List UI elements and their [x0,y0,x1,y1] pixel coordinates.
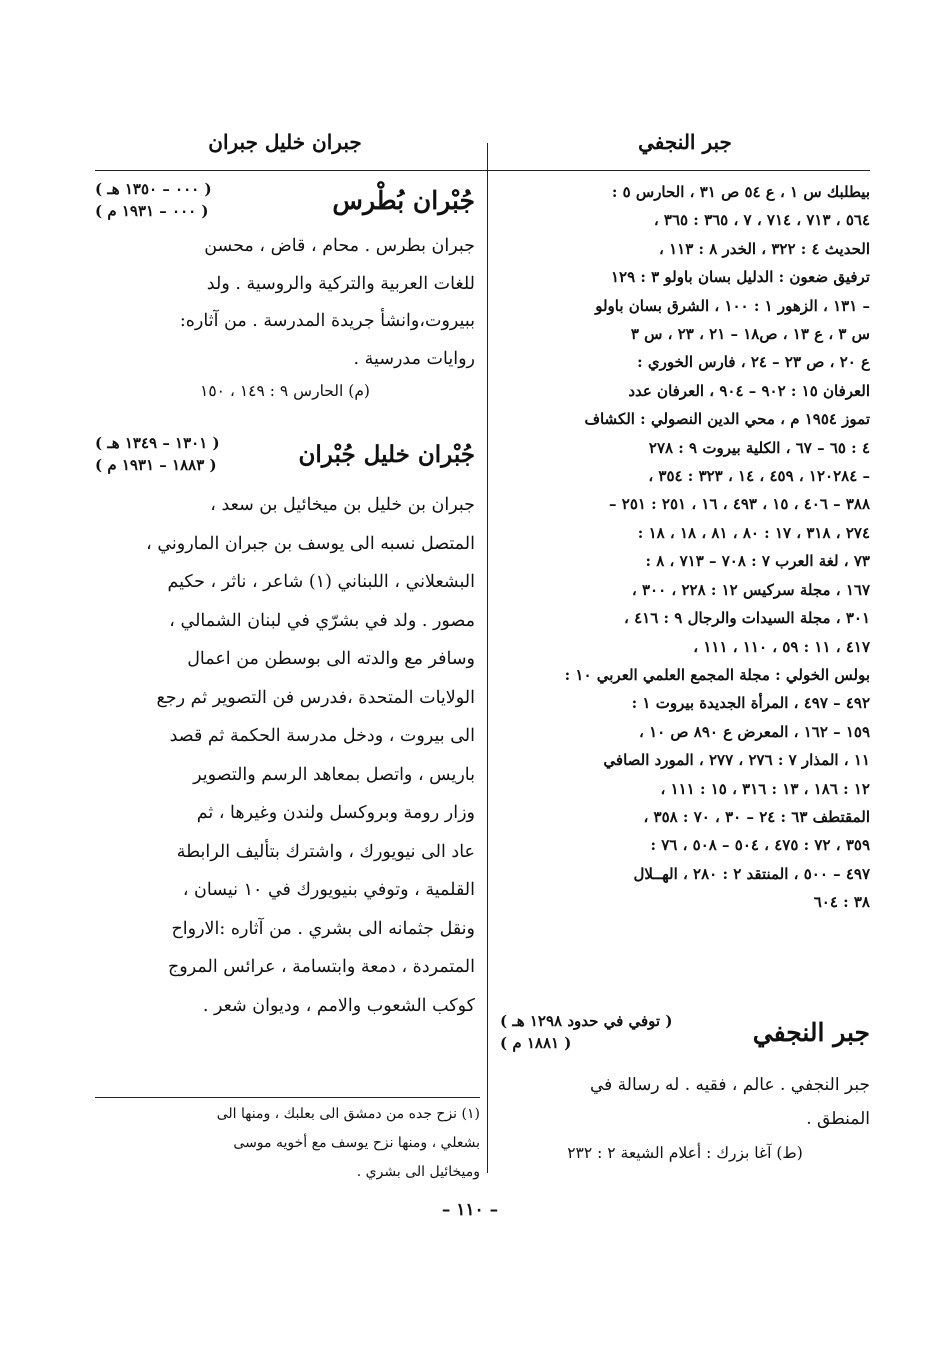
footnote-line: (١) نزح جده من دمشق الى بعلبك ، ومنها الى [216,1106,480,1122]
footnote [95,1100,480,1187]
text-line: المنطق . [806,1109,870,1129]
entry-heading [95,432,475,476]
text-line: وزار رومة وبروكسل ولندن وغيرها ، ثم [196,803,475,823]
text-line: ونقل جثمانه الى بشري . من آثاره :الارواح [171,918,475,939]
text-line: القلمية ، وتوفي بنيويورك في ١٠ نيسان ، [182,880,475,900]
reference-line: – ١٣١ ، الزهور ١ : ١٠٠ ، الشرق بسان باولو [595,296,870,315]
reference-line: ٣٨ : ٦٠٤ [813,893,870,912]
reference-line: ٤ : ٦٥ – ٦٧ ، الكلية بيروت ٩ : ٢٧٨ [648,438,870,457]
reference-line: ١٥٩ – ١٦٢ ، المعرض ع ٨٩٠ ص ١٠ ، [638,722,870,741]
entry-name: جبر النجفي [752,1017,870,1047]
reference-line: ١١ ، المذار ٧ : ٢٧٦ ، ٢٧٧ ، المورد الصافي [603,751,870,770]
header-rule [95,170,870,171]
text-line: وسافر مع والدته الى بوسطن من اعمال [187,649,475,669]
footnote-line: وميخائيل الى بشري . [356,1164,480,1180]
text-line: عاد الى نيويورك ، واشترك بتأليف الرابطة [176,841,475,862]
reference-line: ترفيق ضعون : الدليل بسان باولو ٣ : ١٢٩ [610,268,870,287]
reference-line: ع ٢٠ ، ص ٢٣ – ٢٤ ، فارس الخوري : [637,353,870,372]
running-head-left: جبران خليل جبران [208,130,362,154]
right-column-header [500,120,870,165]
reference-line: س ٣ ، ع ١٣ ، ص١٨ – ٢١ ، ٢٣ ، س ٣ [630,325,870,344]
entry-gibran-khalil-gibran [95,432,475,1025]
reference-line: ٤٩٧ – ٥٠٠ ، المنتقد ٢ : ٢٨٠ ، الهــلال [633,864,870,883]
entry-jubran-butrus [95,178,475,400]
text-line: المتمردة ، دمعة وابتسامة ، عرائس المروج [167,957,475,977]
date-gregorian: ( ١٨٨٣ – ١٩٣١ م ) [95,456,217,474]
entry-name: جُبْران خليل جُبْران [298,440,475,468]
entry-text [95,228,475,378]
entry-name: جُبْران بُطْرس [332,185,475,215]
entry-heading [95,178,475,222]
page-number: – ١١٠ – [441,1200,499,1220]
entry-text [500,1068,870,1136]
entry-text [95,486,475,1025]
footnote-rule [95,1097,480,1098]
reference-line: ٤١٧ ، ١١ : ٥٩ ، ١١٠ ، ١١١ ، [693,637,870,656]
date-hijri: ( توفي في حدود ١٢٩٨ هـ ) [500,1012,673,1030]
left-entries [95,178,475,1025]
text-line: جبران بن خليل بن ميخائيل بن سعد ، [210,495,475,515]
reference-line: ١٢ : ١٨٦ ، ١٣ : ٣١٦ ، ١٥ : ١١١ ، [660,779,870,798]
entry-dates [95,178,212,222]
text-line: المتصل نسبه الى يوسف بن جبران الماروني ، [146,533,475,554]
entry-dates [500,1010,672,1054]
continued-references [500,178,870,917]
reference-line: الحديث ٤ : ٣٢٢ ، الخدر ٨ : ١١٣ ، [659,239,870,258]
entry-jabr-najafi [500,1010,870,1162]
text-line: كوكب الشعوب والامم ، وديوان شعر . [202,995,475,1016]
text-line: الولايات المتحدة ،فدرس فن التصوير ثم رجع [156,687,475,708]
reference-line: ٣٨٨ – ٤٠٦ ، ١٥ ، ٤٩٣ ، ١٦ ، ٢٥١ : ٢٥١ – [609,495,870,514]
reference-line: ٤٩٢ – ٤٩٧ ، المرأة الجديدة بيروت ١ : [631,694,870,713]
reference-line: بيطلبك س ١ ، ع ٥٤ ص ٣١ ، الحارس ٥ : [611,183,870,201]
reference-line: ٥٦٤ ، ٧١٣ ، ٧١٤ ، ٧ ، ٣٦٥ : ٣٦٥ ، [653,211,870,230]
reference-line: ٣٥٩ ، ٧٢ : ٤٧٥ ، ٥٠٤ – ٥٠٨ ، ٧٦ : [650,836,870,855]
footnote-line: بشعلي ، ومنها نزح يوسف مع أخويه موسى [233,1135,480,1151]
reference-line: ٢٧٤ ، ٣١٨ ، ١٧ : ٨٠ ، ٨١ ، ١٨ ، ١٨ : [637,523,870,542]
left-column-header [95,120,475,165]
reference-line: بولس الخولي : مجلة المجمع العلمي العربي ١٠ : [564,665,870,684]
entry-source: (م) الحارس ٩ : ١٤٩ ، ١٥٠ [200,382,370,400]
text-line: البشعلاني ، اللبناني (١) شاعر ، ناثر ، حكيم [167,572,475,592]
text-line: مصور . ولد في بشرّي في لبنان الشمالي ، [169,610,475,631]
date-gregorian: ( ١٨٨١ م ) [500,1034,572,1052]
entry-heading [500,1010,870,1054]
text-line: باريس ، واتصل بمعاهد الرسم والتصوير [193,764,475,785]
text-line: الى بيروت ، ودخل مدرسة الحكمة ثم قصد [169,726,475,746]
date-gregorian: ( ٠٠٠ – ١٩٣١ م ) [95,202,209,220]
reference-line: تموز ١٩٥٤ م ، محي الدين النصولي : الكشاف [584,410,870,429]
text-line: جبر النجفي . عالم ، فقيه . له رسالة في [589,1075,870,1095]
column-divider [487,143,488,1173]
reference-line: العرفان ١٥ : ٩٠٢ – ٩٠٤ ، العرفان عدد [628,381,870,400]
reference-line: ٧٣ ، لغة العرب ٧ : ٧٠٨ – ٧١٣ ، ٨ : [645,552,870,571]
reference-line: المقتطف ٦٣ : ٢٤ – ٣٠ ، ٧٠ : ٣٥٨ ، [643,807,870,826]
entry-dates [95,432,220,476]
date-hijri: ( ٠٠٠ – ١٣٥٠ هـ ) [95,180,212,198]
reference-line: ٣٠١ ، مجلة السيدات والرجال ٩ : ٤١٦ ، [624,609,870,628]
reference-line: – ١٢٠٢٨٤ ، ٤٥٩ ، ١٤ ، ٣٢٣ : ٣٥٤ ، [648,467,870,486]
date-hijri: ( ١٣٠١ – ١٣٤٩ هـ ) [95,434,220,452]
running-head-right: جبر النجفي [638,130,732,154]
text-line: جبران بطرس . محام ، قاض ، محسن [204,236,475,256]
text-line: ببيروت،وانشأ جريدة المدرسة . من آثاره: [179,311,475,331]
text-line: للغات العربية والتركية والروسية . ولد [206,273,475,294]
entry-source: (ط) آغا بزرك : أعلام الشيعة ٢ : ٢٣٢ [567,1144,803,1162]
reference-line: ١٦٧ ، مجلة سركيس ١٢ : ٢٢٨ ، ٣٠٠ ، [631,580,870,599]
text-line: روايات مدرسية . [353,348,475,369]
